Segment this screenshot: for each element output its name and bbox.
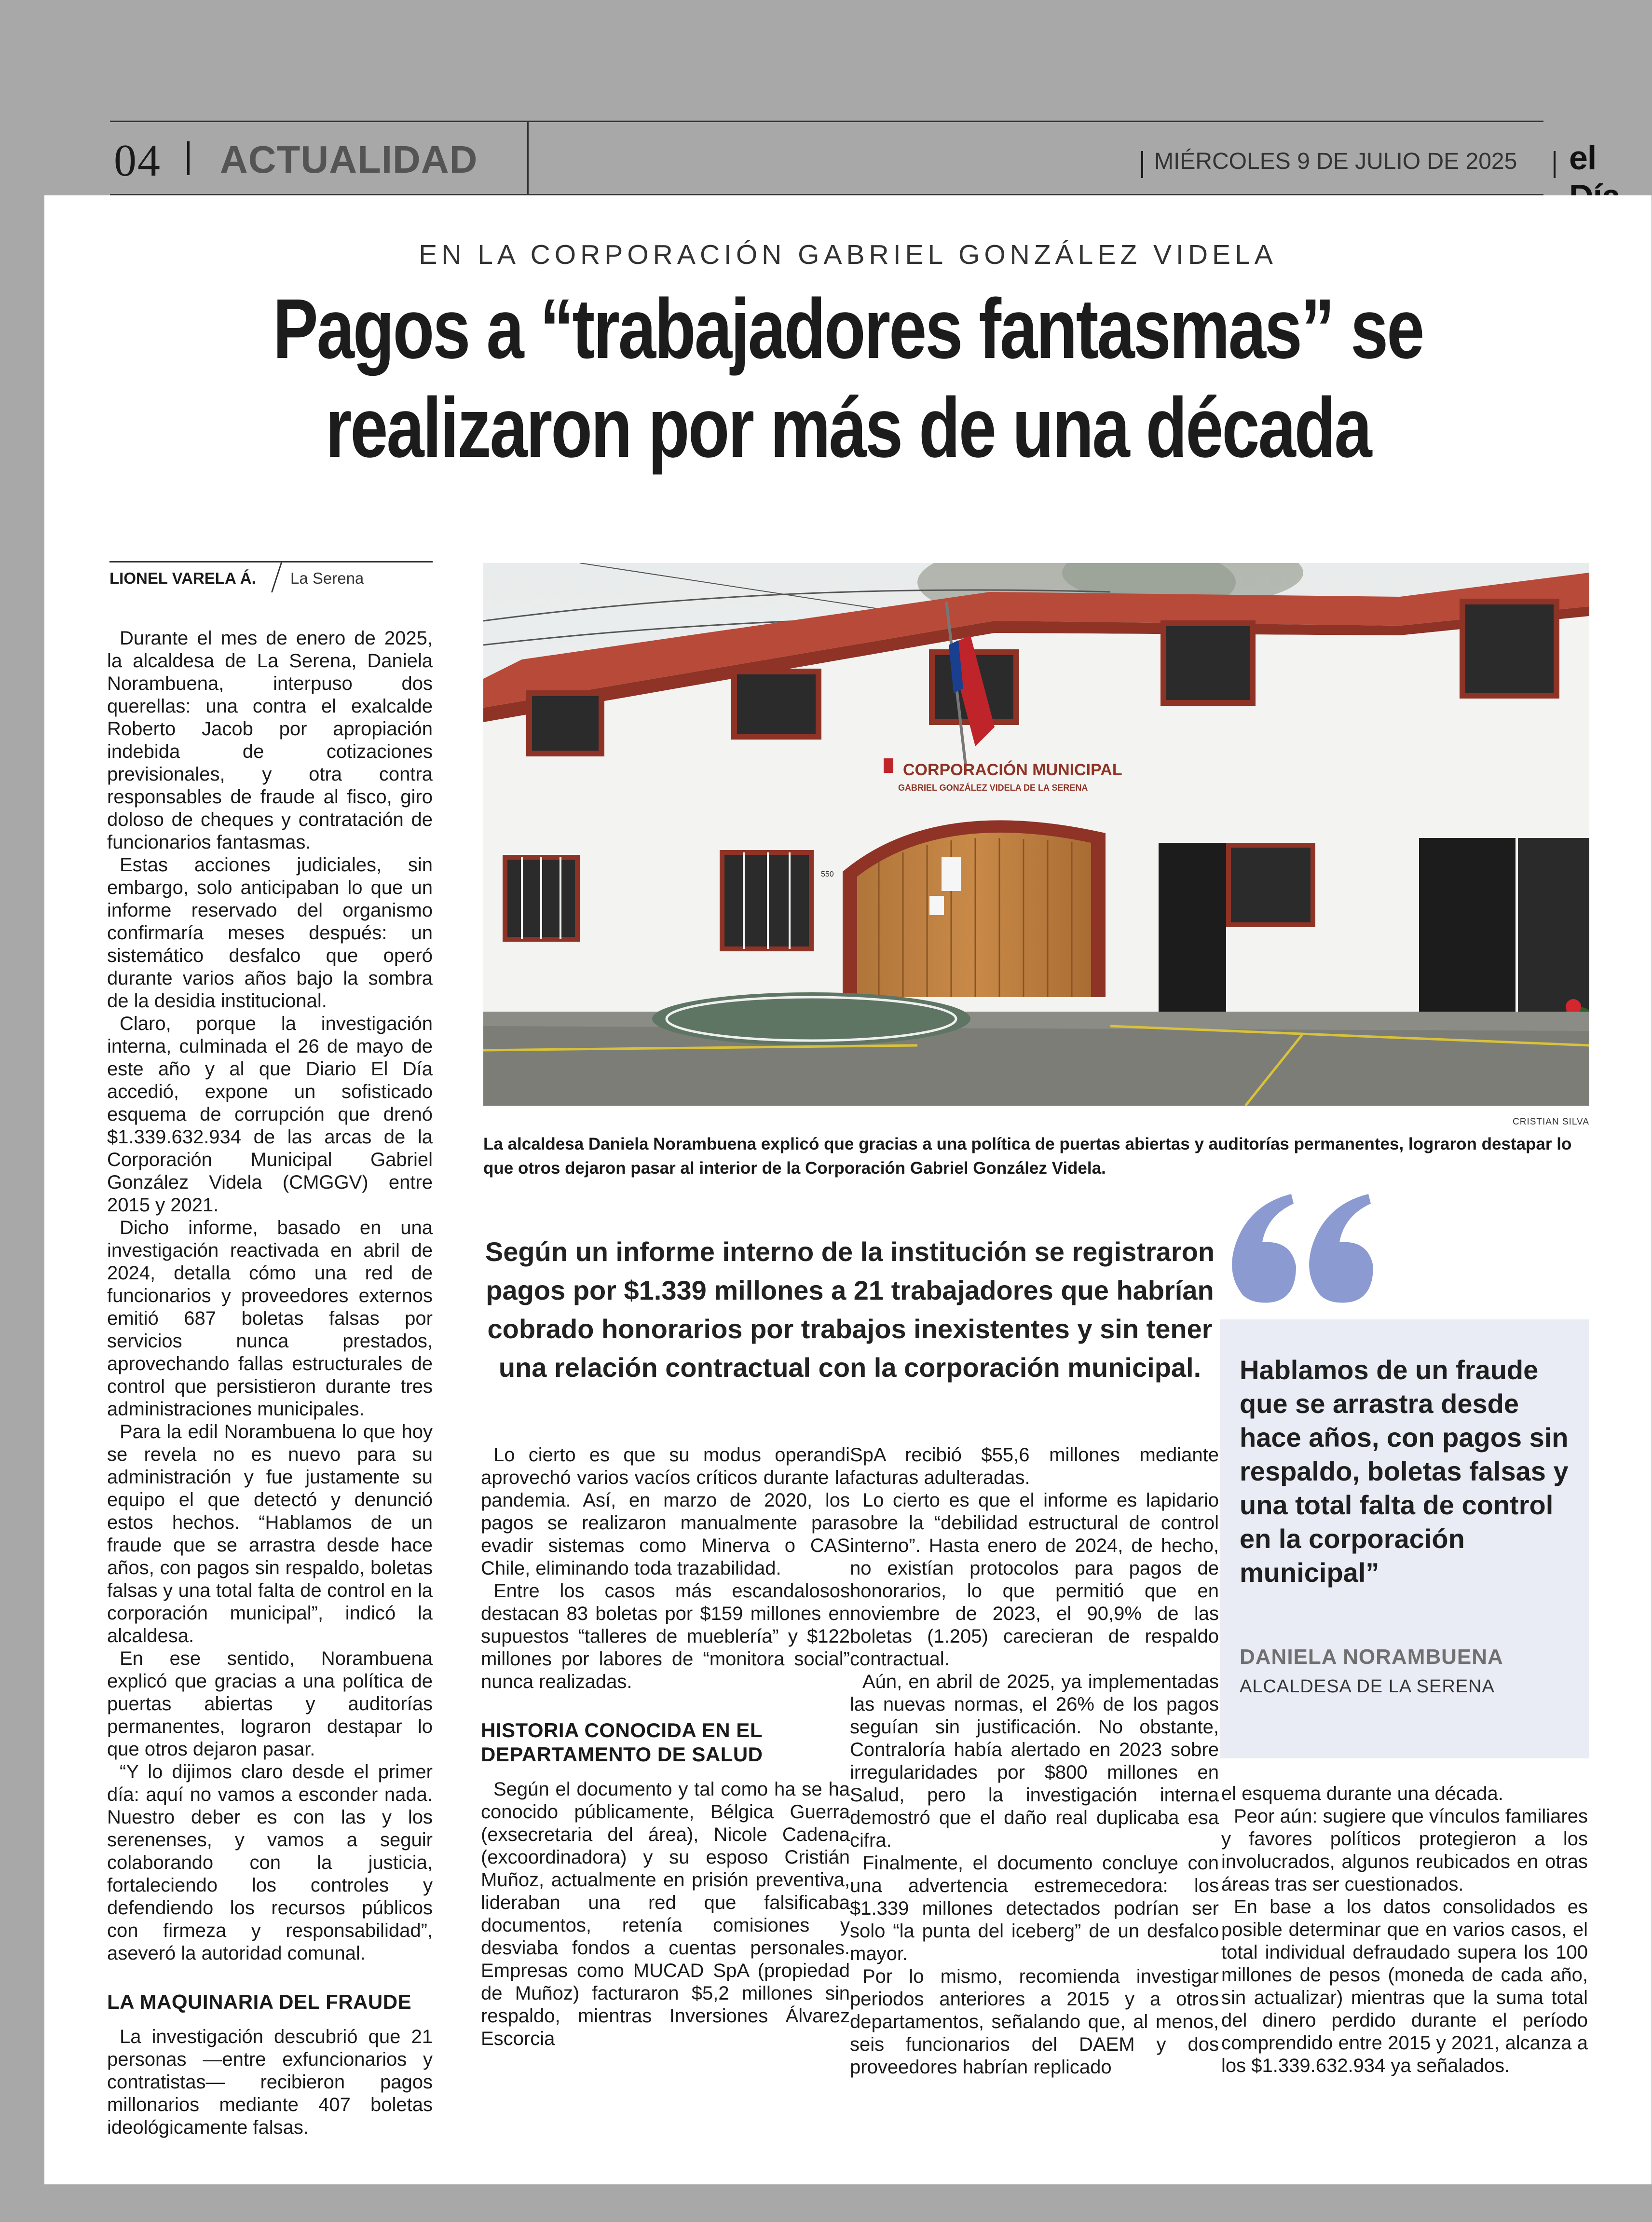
pull-quote-role: ALCALDESA DE LA SERENA bbox=[1240, 1676, 1495, 1697]
paragraph: Para la edil Norambuena lo que hoy se revela no es nuevo para su administración y fue justamente su equipo el que detectó y denunció estos hechos. “Hablamos de un fraude que se arrastra desde hace años, con pagos sin respaldo, boletas falsas y una total falta de control en la corporación municipal”, indicó la alcaldesa. bbox=[107, 1421, 433, 1646]
headline-line: realizaron por más de una década bbox=[325, 381, 1371, 475]
subheading: LA MAQUINARIA DEL FRAUDE bbox=[107, 1990, 412, 2013]
article-page bbox=[44, 195, 1652, 2184]
photo-credit: CRISTIAN SILVA bbox=[1513, 1117, 1589, 1127]
page-number: 04 bbox=[114, 136, 161, 186]
paragraph: Por lo mismo, recomienda investigar periodos anteriores a 2015 y a otros departamentos, señalando que, al menos, seis funcionarios del DAEM y dos proveedores habrían replicado bbox=[850, 1966, 1219, 2078]
paragraph: Claro, porque la investigación interna, culminada el 26 de mayo de este año y al que Diario El Día accedió, expone un sofisticado esquema de corrupción que drenó $1.339.632.934 de las arcas de la Corporación Municipal Gabriel González Videla (CMGGV) entre 2015 y 2021. bbox=[107, 1013, 433, 1216]
pull-quote-name: DANIELA NORAMBUENA bbox=[1240, 1645, 1503, 1669]
paragraph: SpA recibió $55,6 millones mediante facturas adulteradas. bbox=[850, 1444, 1219, 1488]
article-photo bbox=[483, 563, 1589, 1106]
building-sign-title: CORPORACIÓN MUNICIPAL bbox=[903, 761, 1122, 779]
paragraph: Finalmente, el documento concluye con una advertencia estremecedora: los $1.339 millones detectados podrían ser solo “la punta del iceberg” de un desfalco mayor. bbox=[850, 1852, 1219, 1964]
paragraph: “Y lo dijimos claro desde el primer día: aquí no vamos a esconder nada. Nuestro deber es con las y los serenenses, y vamos a seguir colaborando con la justicia, fortaleciendo los controles y defendiendo los recursos públicos con firmeza y responsabilidad”, aseveró la autoridad comunal. bbox=[107, 1761, 433, 1964]
article-headline bbox=[205, 280, 1491, 478]
quote-mark-icon bbox=[1224, 1184, 1378, 1329]
headline-line: Pagos a “trabajadores fantasmas” se bbox=[273, 282, 1423, 376]
paragraph: En ese sentido, Norambuena explicó que gracias a una política de puertas abiertas y auditorías permanentes, lograron destapar lo que otros dejaron pasar. bbox=[107, 1648, 433, 1760]
newspaper-logo: el bbox=[1569, 139, 1597, 177]
paragraph: Aún, en abril de 2025, ya implementadas las nuevas normas, el 26% de los pagos seguían sin justificación. No obstante, Contraloría había alertado en 2023 sobre irregularidades por $800 millones en Salud, pero la investigación interna demostró que el daño real duplicaba esa cifra. bbox=[850, 1671, 1219, 1851]
paragraph: Lo cierto es que su modus operandi aprovechó varios vacíos críticos durante la pandemia. Así, en marzo de 2020, los pagos se realizaron manualmente para evadir sistemas como Minerva o CAS Chile, eliminando toda trazabilidad. bbox=[481, 1444, 850, 1579]
building-sign-subtitle: GABRIEL GONZÁLEZ VIDELA DE LA SERENA bbox=[898, 783, 1088, 793]
header-divider bbox=[1554, 151, 1556, 178]
subheading: HISTORIA CONOCIDA EN EL DEPARTAMENTO DE SALUD bbox=[481, 1719, 763, 1766]
text-column-2 bbox=[481, 1444, 850, 2129]
header-divider bbox=[1141, 151, 1143, 178]
paragraph: Dicho informe, basado en una investigación reactivada en abril de 2024, detalla cómo una red de funcionarios y proveedores externos emitió 687 boletas falsas por servicios nunca prestados, aprovechando fallas estructurales de control que persistieron durante tres administraciones municipales. bbox=[107, 1217, 433, 1420]
byline bbox=[109, 561, 433, 591]
paragraph: En base a los datos consolidados es posible determinar que en varios casos, el total individual defraudado supera los 100 millones de pesos (moneda de cada año, sin actualizar) mientras que la suma total del dinero perdido durante el período comprendido entre 2015 y 2021, alcanza a los $1.339.632.934 ya señalados. bbox=[1221, 1896, 1588, 2076]
header-divider bbox=[187, 141, 190, 175]
paragraph: La investigación descubrió que 21 personas —entre exfuncionarios y contratistas— recibieron pagos millonarios mediante 407 boletas ideológicamente falsas. bbox=[107, 2026, 433, 2138]
paragraph: Peor aún: sugiere que vínculos familiares y favores políticos protegieron a los involucrados, algunos reubicados en otras áreas tras ser cuestionados. bbox=[1221, 1806, 1588, 1895]
article-deck: Según un informe interno de la institución se registraron pagos por $1.339 millones a 21 trabajadores que habrían cobrado honorarios por trabajos inexistentes y sin tener una relación contractual con la corporación municipal. bbox=[485, 1236, 1215, 1383]
text-column-1 bbox=[107, 627, 433, 2222]
page-header bbox=[110, 121, 1597, 195]
photo-caption: La alcaldesa Daniela Norambuena explicó que gracias a una política de puertas abiertas y auditorías permanentes, lograron destapar lo que otros dejaron pasar al interior de la Corporación Gabriel González Videla. bbox=[483, 1135, 1572, 1178]
paragraph: Lo cierto es que el informe es lapidario sobre la “debilidad estructural de control interno”. Hasta enero de 2024, de hecho, no existían protocolos para pagos de honorarios, lo que permitió que en noviembre de 2023, el 90,9% de las boletas (1.205) carecieran de respaldo contractual. bbox=[850, 1490, 1219, 1670]
text-column-4 bbox=[1221, 1783, 1588, 2130]
text-column-3 bbox=[850, 1444, 1219, 2129]
byline-author: LIONEL VARELA Á. bbox=[109, 569, 256, 587]
paragraph: Entre los casos más escandalosos destacan 83 boletas por $159 millones en supuestos “talleres de mueblería” y $122 millones por labores de “monitora social” nunca realizadas. bbox=[481, 1580, 850, 1692]
paragraph: el esquema durante una década. bbox=[1221, 1783, 1503, 1804]
header-vertical-rule bbox=[527, 122, 529, 195]
article-kicker: EN LA CORPORACIÓN GABRIEL GONZÁLEZ VIDELA bbox=[419, 239, 1277, 270]
byline-place: La Serena bbox=[290, 569, 364, 587]
paragraph: Durante el mes de enero de 2025, la alcaldesa de La Serena, Daniela Norambuena, interpuso dos querellas: una contra el exalcalde Roberto Jacob por apropiación indebida de cotizaciones previsionales, y otra contra responsables de fraude al fisco, giro doloso de cheques y contratación de funcionarios fantasmas. bbox=[107, 628, 433, 853]
byline-divider bbox=[271, 562, 282, 592]
paragraph: Según el documento y tal como ha se ha conocido públicamente, Bélgica Guerra (exsecretaria del área), Nicole Cadena (excoordinadora) y su esposo Cristián Muñoz, actualmente en prisión preventiva, lideraban una red que falsificaba documentos, retenía comisiones y desviaba fondos a cuentas personales. Empresas como MUCAD SpA (propiedad de Muñoz) facturaron $5,2 millones sin respaldo, mientras Inversiones Álvarez Escorcia bbox=[481, 1779, 850, 2049]
paragraph: Estas acciones judiciales, sin embargo, solo anticipaban lo que un informe reservado del organismo confirmaría meses después: un sistemático desfalco que operó durante varios años bajo la sombra de la desidia institucional. bbox=[107, 854, 433, 1012]
section-name: ACTUALIDAD bbox=[220, 138, 478, 181]
pull-quote-text: Hablamos de un fraude que se arrastra desde hace años, con pagos sin respaldo, boletas falsas y una total falta de control en la corporación municipal” bbox=[1240, 1355, 1569, 1588]
issue-date: MIÉRCOLES 9 DE JULIO DE 2025 bbox=[1154, 149, 1517, 174]
street-number: 550 bbox=[821, 870, 834, 878]
